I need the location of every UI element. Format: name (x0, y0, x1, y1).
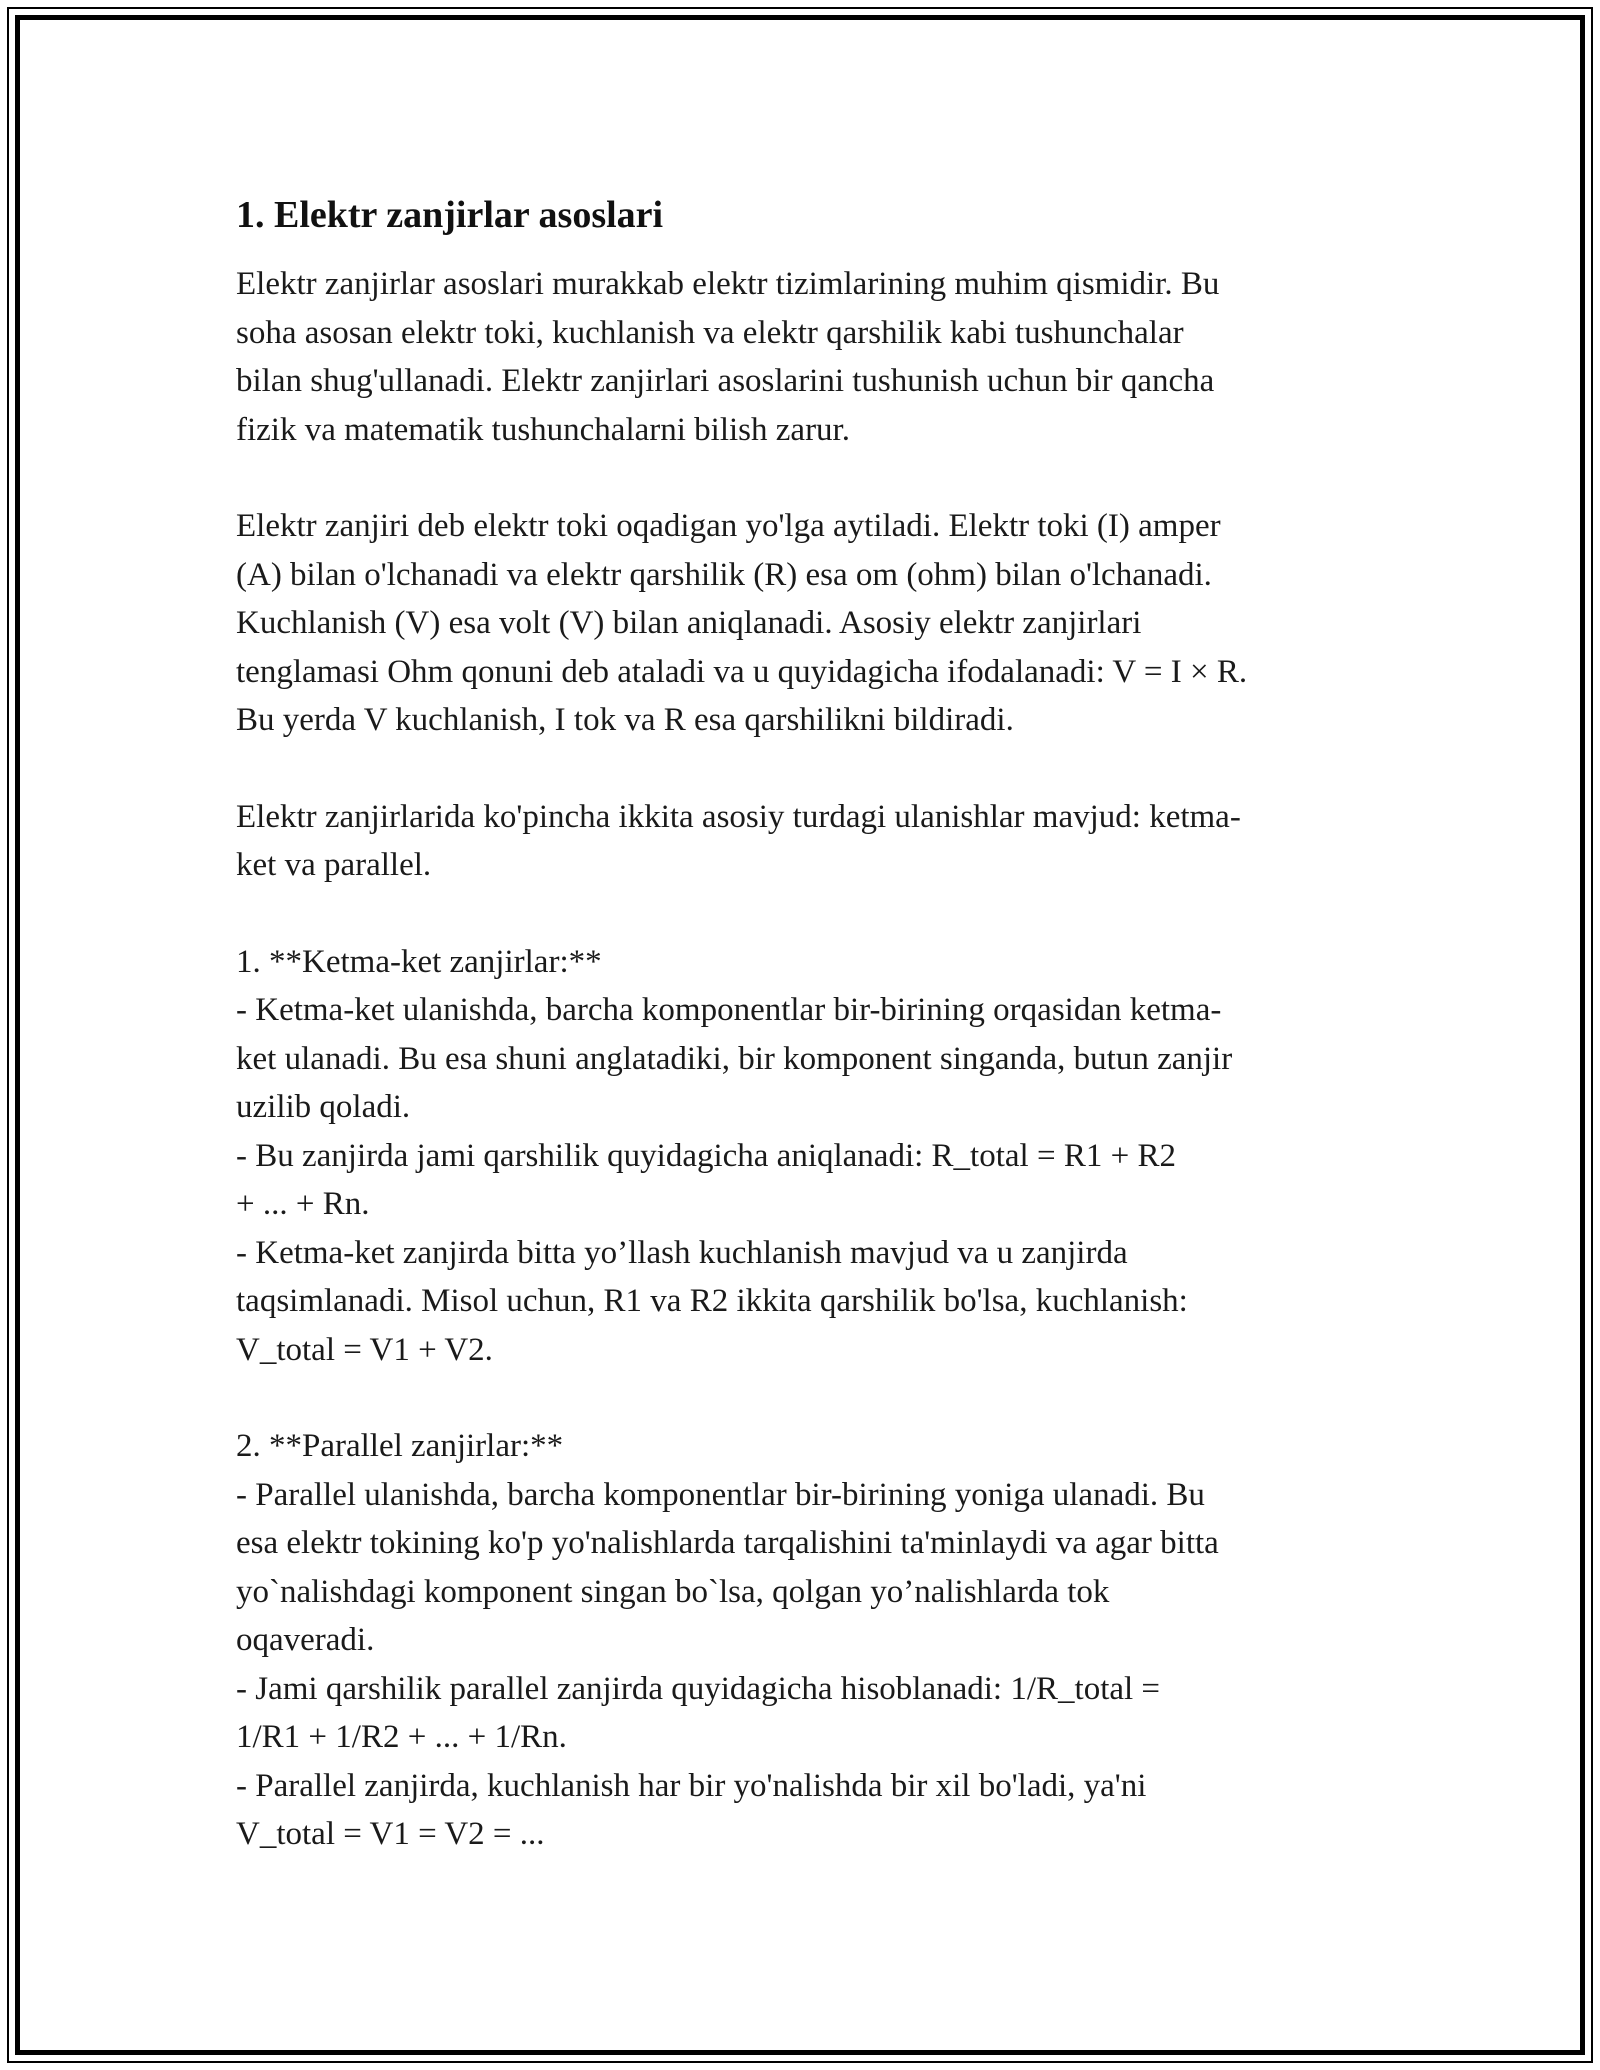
paragraph-connection-types: Elektr zanjirlarida ko'pincha ikkita asosiy turdagi ulanishlar mavjud: ketma- ket va parallel. (236, 798, 1241, 883)
paragraph-list (236, 260, 1366, 1859)
document-body (236, 190, 1366, 1859)
paragraph-ohm-law: Elektr zanjiri deb elektr toki oqadigan yo'lga aytiladi. Elektr toki (I) amper (A) bilan o'lchanadi va elektr qarshilik (R) esa om (ohm) bilan o'lchanadi. Kuchlanish (V) esa volt (V) bilan aniqlanadi. Asosiy elektr zanjirlari tenglamasi Ohm qonuni deb ataladi va u quyidagicha ifodalanadi: V = I × R. Bu yerda V kuchlanish, I tok va R esa qarshilikni bildiradi. (236, 508, 1248, 738)
paragraph-parallel-circuits: 2. **Parallel zanjirlar:** - Parallel ulanishda, barcha komponentlar bir-birining yoniga ulanadi. Bu esa elektr tokining ko'p yo'nalishlarda tarqalishini ta'minlaydi va agar bitta yo`nalishdagi komponent singan bo`lsa, qolgan yo’nalishlarda tok oqaveradi. - Jami qarshilik parallel zanjirda quyidagicha hisoblanadi: 1/R_total = 1/R1 + 1/R2 + ... + 1/Rn. - Parallel zanjirda, kuchlanish har bir yo'nalishda bir xil bo'ladi, ya'ni V_total = V1 = V2 = ... (236, 1428, 1219, 1852)
section-title: 1. Elektr zanjirlar asoslari (236, 194, 664, 236)
paragraph-intro: Elektr zanjirlar asoslari murakkab elektr tizimlarining muhim qismidir. Bu soha asosan elektr toki, kuchlanish va elektr qarshilik kabi tushunchalar bilan shug'ullanadi. Elektr zanjirlari asoslarini tushunish uchun bir qancha fizik va matematik tushunchalarni bilish zarur. (236, 266, 1220, 448)
paragraph-series-circuits: 1. **Ketma-ket zanjirlar:** - Ketma-ket ulanishda, barcha komponentlar bir-birining orqasidan ketma- ket ulanadi. Bu esa shuni anglatadiki, bir komponent singanda, butun zanjir uzilib qoladi. - Bu zanjirda jami qarshilik quyidagicha aniqlanadi: R_total = R1 + R2 + ... + Rn. - Ketma-ket zanjirda bitta yo’llash kuchlanish mavjud va u zanjirda taqsimlanadi. Misol uchun, R1 va R2 ikkita qarshilik bo'lsa, kuchlanish: V_total = V1 + V2. (236, 943, 1233, 1368)
